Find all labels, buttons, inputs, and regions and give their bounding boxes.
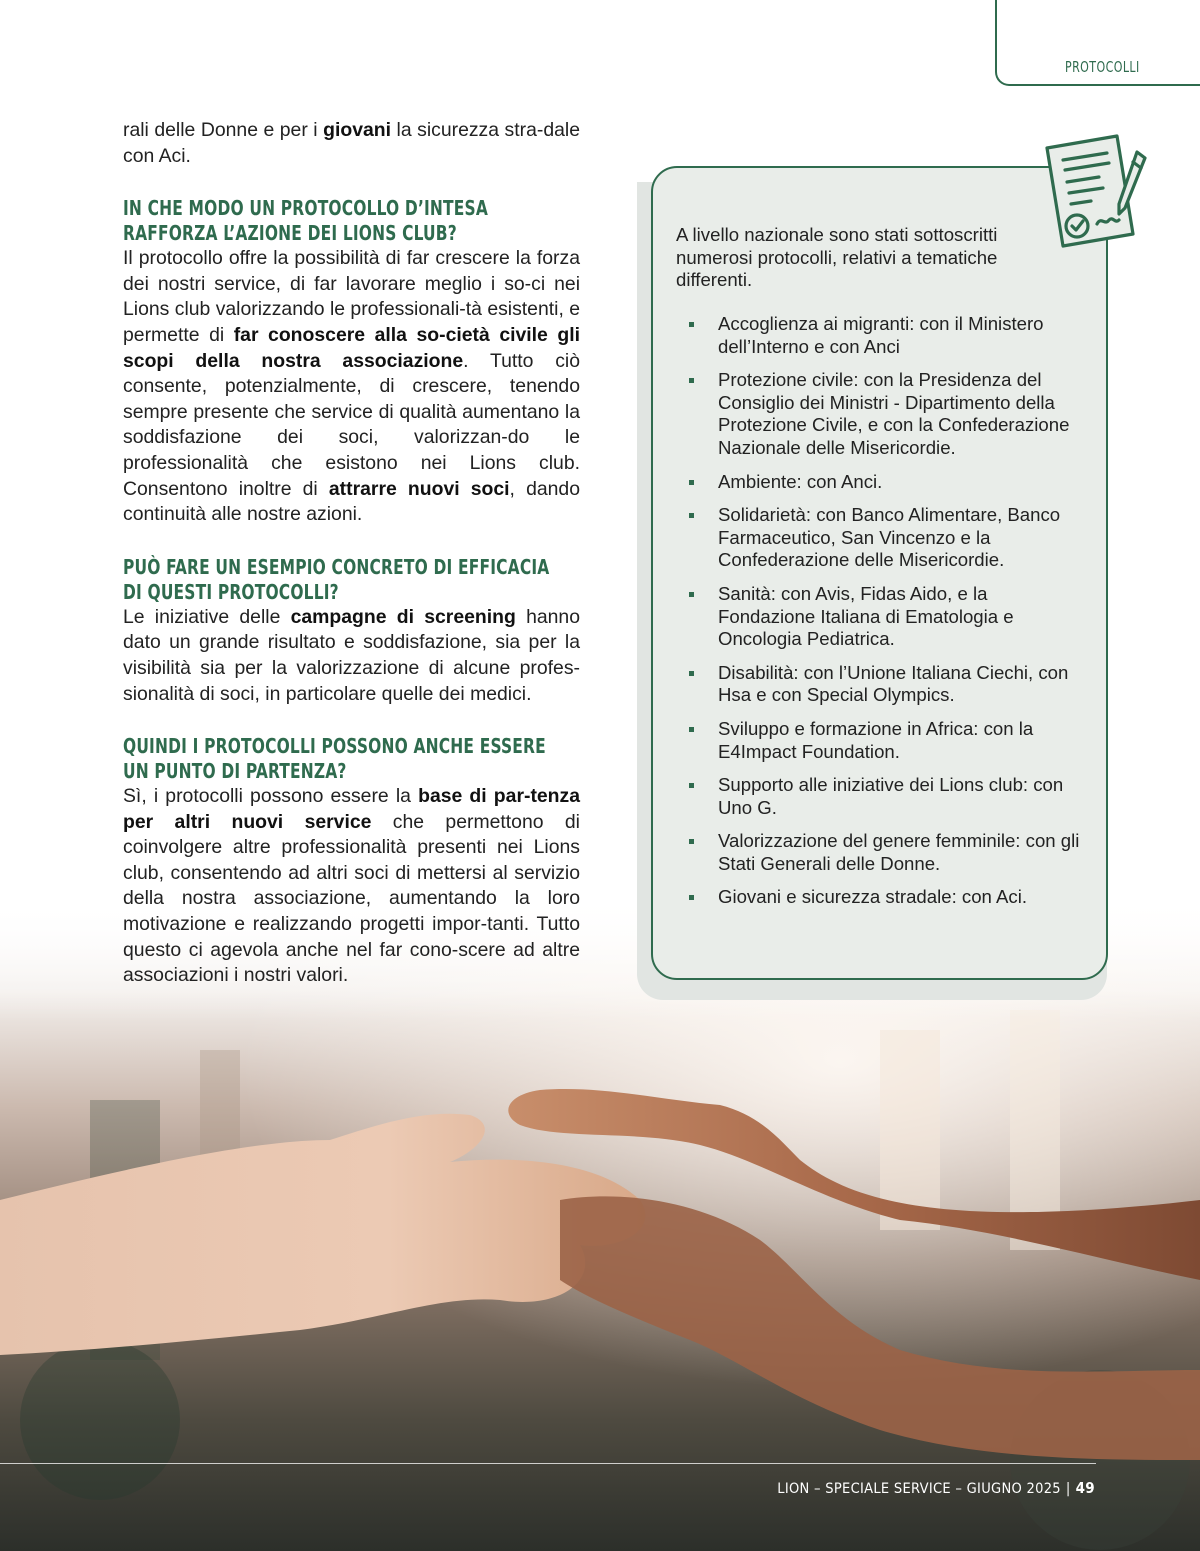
list-item: Giovani e sicurezza stradale: con Aci.: [687, 886, 1082, 909]
page-number: 49: [1075, 1479, 1095, 1497]
list-item: Sviluppo e formazione in Africa: con la E4Impact Foundation.: [687, 718, 1082, 763]
bullet-icon: [689, 839, 694, 844]
bullet-icon: [689, 592, 694, 597]
list-item: Disabilità: con l’Unione Italiana Ciechi, con Hsa e con Special Olympics.: [687, 662, 1082, 707]
bullet-icon: [689, 727, 694, 732]
section-tab: [995, 48, 1200, 86]
bullet-icon: [689, 671, 694, 676]
footer-text: LION – SPECIALE SERVICE – GIUGNO 2025: [777, 1481, 1061, 1497]
page-footer: [777, 1479, 1095, 1497]
footer-separator: |: [1065, 1481, 1071, 1497]
list-item: Supporto alle iniziative dei Lions club: con Uno G.: [687, 774, 1082, 819]
list-item: Solidarietà: con Banco Alimentare, Banco Farmaceutico, San Vincenzo e la Confederazione delle Misericordie.: [687, 504, 1082, 572]
article-column: [123, 118, 580, 989]
info-intro: A livello nazionale sono stati sottoscritti numerosi protocolli, relativi a tematiche differenti.: [676, 224, 998, 290]
bullet-icon: [689, 480, 694, 485]
protocol-list: [687, 313, 1082, 920]
answer-1: Il protocollo offre la possibilità di far crescere la forza dei nostri service, di far lavorare meglio i so-ci nei Lions club valorizzando le professionali-tà esistenti, e permette di far conoscere alla so-cietà civile gli scopi della nostra associazione. Tutto ciò consente, potenzialmente, di crescere, tenendo sempre presente che service di qualità aumentano la soddisfazione dei soci, valorizzan-do le professionalità che esistono nei Lions club. Consentono inoltre di attrarre nuovi soci, dando continuità alle nostre azioni.: [123, 247, 581, 526]
footer-rule: [0, 1463, 1096, 1464]
list-item: Ambiente: con Anci.: [687, 471, 1082, 494]
bullet-icon: [689, 783, 694, 788]
answer-2: Le iniziative delle campagne di screening hanno dato un grande risultato e soddisfazione, sia per la visibilità sia per la valorizzazione di alcune profes-sionalità di soci, in particolare quelle dei medici.: [123, 605, 581, 705]
list-item: Protezione civile: con la Presidenza del Consiglio dei Ministri - Dipartimento della Protezione Civile, e con la Confederazione Nazionale delle Misericordie.: [687, 369, 1082, 459]
list-item: Accoglienza ai migranti: con il Ministero dell’Interno e con Anci: [687, 313, 1082, 358]
signed-document-icon: [1033, 130, 1153, 270]
bullet-icon: [689, 322, 694, 327]
answer-3: Sì, i protocolli possono essere la base di par-tenza per altri nuovi service che permettono di coinvolgere altre professionalità presenti nei Lions club, consentendo ad altri soci di mettersi al servizio della nostra associazione, aumentando la loro motivazione e realizzando progetti impor-tanti. Tutto questo ci agevola anche nel far cono-scere ad altre associazioni i nostri valori.: [123, 785, 581, 987]
bullet-icon: [689, 895, 694, 900]
question-1: IN CHE MODO UN PROTOCOLLO D’INTESA RAFFORZA L’AZIONE DEI LIONS CLUB?: [123, 196, 488, 246]
bullet-icon: [689, 513, 694, 518]
section-label: PROTOCOLLI: [1065, 58, 1140, 76]
paragraph-0: rali delle Donne e per i giovani la sicurezza stra-dale con Aci.: [123, 119, 580, 167]
question-3: QUINDI I PROTOCOLLI POSSONO ANCHE ESSERE UN PUNTO DI PARTENZA?: [123, 734, 546, 784]
bullet-icon: [689, 378, 694, 383]
list-item: Valorizzazione del genere femminile: con gli Stati Generali delle Donne.: [687, 830, 1082, 875]
question-2: PUÒ FARE UN ESEMPIO CONCRETO DI EFFICACIA DI QUESTI PROTOCOLLI?: [123, 554, 550, 604]
list-item: Sanità: con Avis, Fidas Aido, e la Fondazione Italiana di Ematologia e Oncologia Pediatrica.: [687, 583, 1082, 651]
